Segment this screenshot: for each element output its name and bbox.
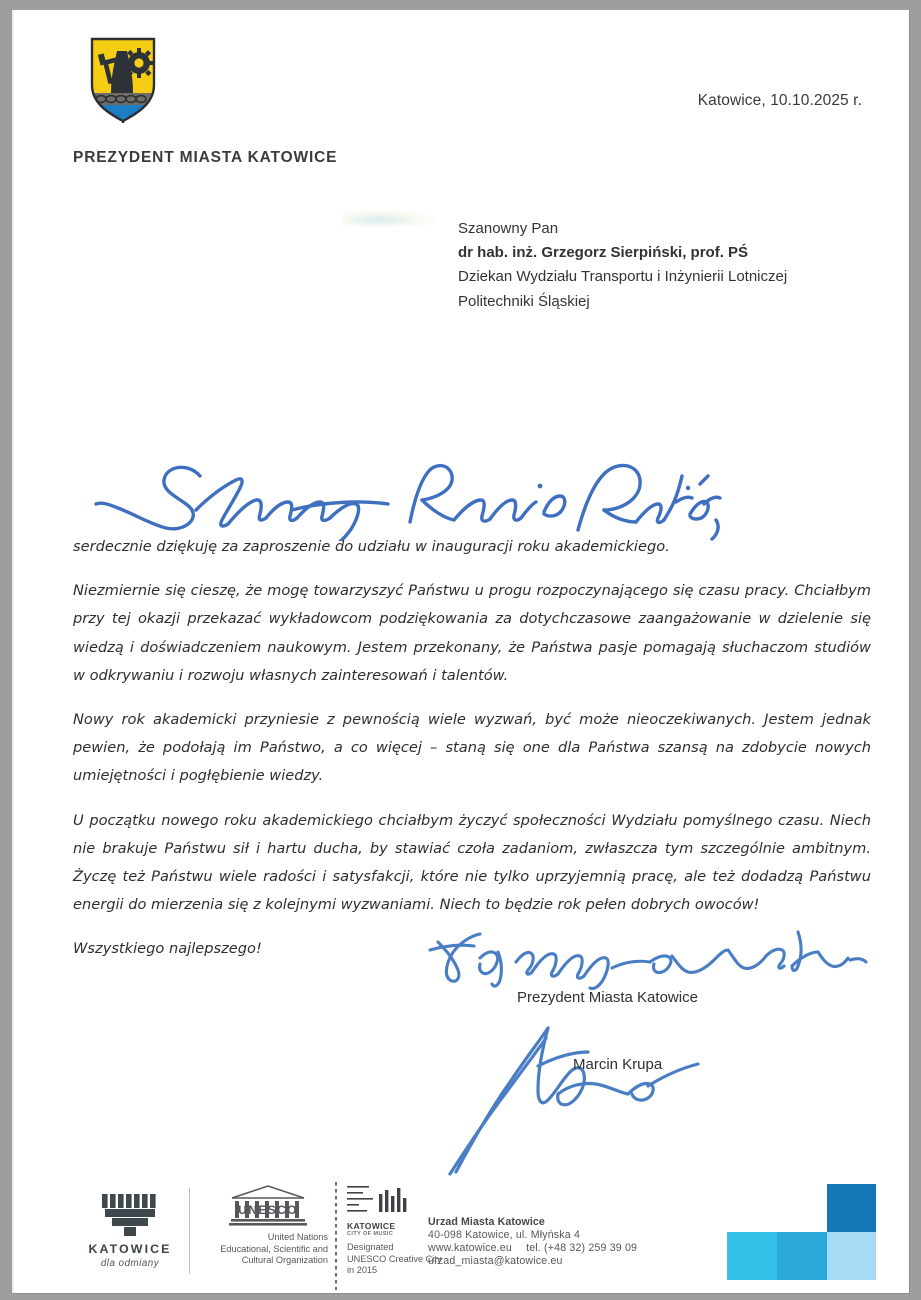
unesco-caption-line1: United Nations xyxy=(267,1232,328,1242)
creative-city-caption-line3: in 2015 xyxy=(347,1265,378,1276)
body-paragraph: Wszystkiego najlepszego! xyxy=(73,940,262,958)
logo-square-dark xyxy=(827,1184,876,1232)
handwritten-signature xyxy=(442,1006,742,1176)
logo-square-cyan xyxy=(727,1232,777,1280)
city-brand-tagline: dla odmiany xyxy=(100,1258,160,1269)
address-website[interactable]: www.katowice.eu xyxy=(428,1241,512,1254)
creative-city-brand-sub: CITY OF MUSIC xyxy=(347,1231,394,1237)
signature-name: Marcin Krupa xyxy=(573,1056,663,1073)
creative-city-brand-name: KATOWICE xyxy=(347,1221,396,1231)
body-paragraph: U początku nowego roku akademickiego chciałbym życzyć społeczności Wydziału pomyślnego czasu. Niech nie brakuje Państwu sił i hartu ducha, by stawiać czoła zadaniom, zwłaszcza tym szczególnie ambitnym. Życzę też Państwu wiele radości i satysfakcji, które nie tylko uprzyjemnią pracę, ale też dodadzą Państwu energii do mierzenia się z kolejnymi wyzwaniami. Niech to będzie rok pełen dobrych owoców! xyxy=(73,811,871,914)
unesco-logo xyxy=(208,1184,328,1267)
page-title: PREZYDENT MIASTA KATOWICE xyxy=(73,149,338,166)
address-phone: tel. (+48 32) 259 39 09 xyxy=(526,1241,638,1254)
recipient-role: Dziekan Wydziału Transportu i Inżynierii Lotniczej xyxy=(458,268,788,286)
body-paragraph: Niezmiernie się cieszę, że mogę towarzyszyć Państwu u progu rozpoczynającego się czasu pracy. Chciałbym przy tej okazji przekazać wykładowcom podziękowania za dotychczasowe zaangażowanie w dzielenie się wiedzą i doświadczeniem naukowym. Jestem przekonany, że Państwa pasje pomagają słuchaczom studiów w odkrywaniu i rozwoju własnych zainteresowań i talentów. xyxy=(73,582,871,684)
letter-body xyxy=(73,533,871,964)
logo-square-mid xyxy=(777,1232,827,1280)
footer xyxy=(12,1178,909,1293)
city-brand-name: KATOWICE xyxy=(88,1242,172,1256)
logo-square-light xyxy=(827,1232,876,1280)
katowice-coat-of-arms-icon xyxy=(90,37,156,123)
city-brand-logo xyxy=(76,1194,184,1269)
creative-city-caption-line1: Designated xyxy=(347,1242,394,1252)
unesco-city-of-music-icon xyxy=(347,1184,413,1218)
signature-role: Prezydent Miasta Katowice xyxy=(517,989,698,1006)
scan-artifact xyxy=(342,210,437,226)
address-street: 40-098 Katowice, ul. Młyńska 4 xyxy=(428,1228,581,1241)
handwritten-salutation xyxy=(92,446,722,541)
letter-page xyxy=(12,10,909,1293)
svg-text:UNESCO: UNESCO xyxy=(238,1203,298,1217)
recipient-block xyxy=(458,217,787,314)
footer-address xyxy=(428,1216,637,1268)
recipient-salutation: Szanowny Pan xyxy=(458,220,559,237)
katowice-squares-logo-icon xyxy=(727,1184,876,1284)
unesco-caption xyxy=(208,1232,328,1267)
recipient-institution: Politechniki Śląskiej xyxy=(458,292,590,310)
unesco-caption-line3: Cultural Organization xyxy=(241,1255,328,1266)
handwritten-closing xyxy=(424,928,874,990)
address-email[interactable]: urzad_miasta@katowice.eu xyxy=(428,1254,563,1267)
footer-dotted-divider xyxy=(335,1182,337,1290)
footer-divider xyxy=(189,1188,190,1274)
creative-city-caption-line2: UNESCO Creative City xyxy=(347,1253,442,1264)
body-paragraph: Nowy rok akademicki przyniesie z pewnością wiele wyzwań, być może nieoczekiwanych. Jestem jednak pewien, że podołają im Państwo, a co więcej – staną się one dla Państwa szansą na zdobycie nowych umiejętności i pogłębienie wiedzy. xyxy=(73,711,871,785)
katowice-steps-mark-icon xyxy=(100,1194,160,1236)
body-paragraph: serdecznie dziękuję za zaproszenie do udziału w inauguracji roku akademickiego. xyxy=(73,538,670,555)
recipient-name: dr hab. inż. Grzegorz Sierpiński, prof. PŚ xyxy=(458,244,749,262)
unesco-caption-line2: Educational, Scientific and xyxy=(220,1243,328,1254)
address-org: Urzad Miasta Katowice xyxy=(428,1216,545,1228)
unesco-temple-icon xyxy=(226,1184,310,1228)
dateline: Katowice, 10.10.2025 r. xyxy=(697,92,862,109)
